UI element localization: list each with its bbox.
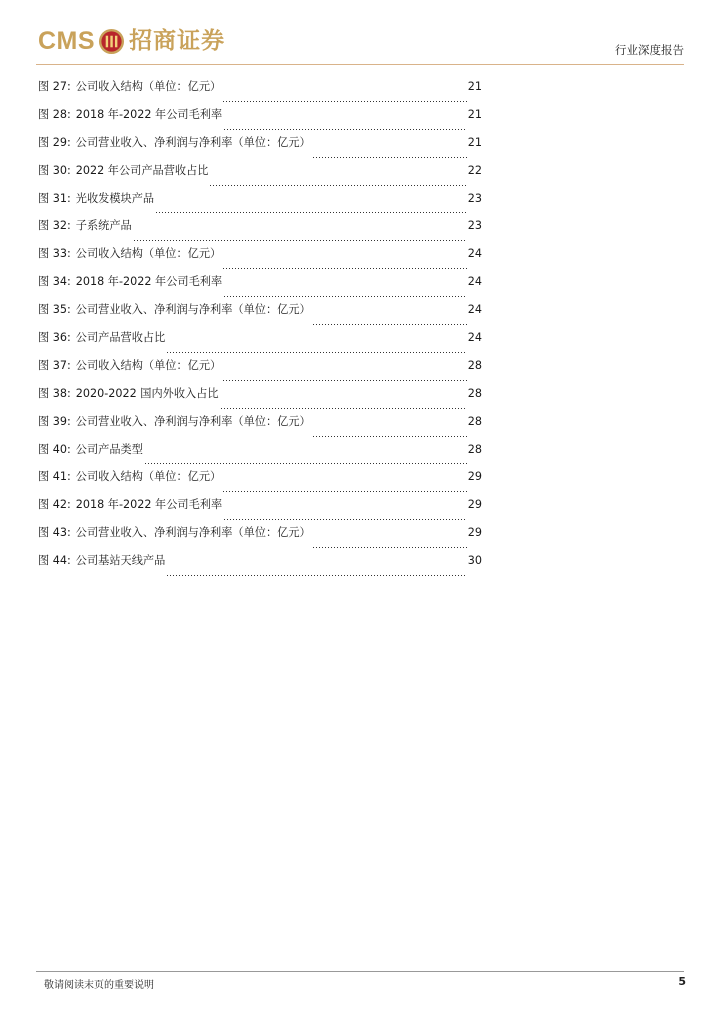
dot-leader [222,491,467,492]
toc-entry[interactable] [38,552,482,580]
figure-page-number: 29 [467,470,482,484]
figure-page-number: 29 [467,498,482,512]
figure-page-number: 21 [467,80,482,93]
dot-leader [312,157,467,158]
figure-number: 图 35: [38,303,71,317]
figure-page-number: 23 [467,219,482,233]
dot-leader [312,436,467,437]
figure-number: 图 30: [38,163,71,177]
figure-title: 2020-2022 国内外收入占比 [75,386,219,400]
figure-number: 图 36: [38,331,71,345]
figure-page-number: 24 [467,275,482,289]
toc-entry[interactable] [38,496,482,524]
logo-latin-text: CMS [38,27,96,55]
toc-entry[interactable] [38,385,482,413]
logo-chinese-text: 招商证券 [129,28,226,54]
figure-title: 公司收入结构（单位：亿元） [75,358,222,372]
figure-page-number: 28 [467,358,482,372]
page-number: 5 [678,975,686,988]
figure-title: 公司营业收入、净利润与净利率（单位：亿元） [75,135,311,149]
figure-title: 公司营业收入、净利润与净利率（单位：亿元） [75,526,311,540]
figure-title: 公司营业收入、净利润与净利率（单位：亿元） [75,303,311,317]
toc-entry[interactable] [38,273,482,301]
figure-title: 2018 年-2022 年公司毛利率 [75,275,223,289]
figure-title: 2022 年公司产品营收占比 [75,163,209,177]
dot-leader [222,380,467,381]
figure-title: 光收发模块产品 [75,191,155,205]
figure-title: 2018 年-2022 年公司毛利率 [75,107,223,121]
figure-number: 图 34: [38,275,71,289]
toc-entry[interactable] [38,357,482,385]
toc-entry[interactable] [38,134,482,162]
toc-entry[interactable] [38,106,482,134]
figure-title: 公司产品营收占比 [75,331,166,345]
figure-number: 图 38: [38,386,71,400]
toc-entry[interactable] [38,468,482,496]
figure-page-number: 21 [467,107,482,121]
toc-entry[interactable] [38,441,482,469]
header-divider [36,64,684,65]
dot-leader [223,519,467,520]
figure-number: 图 44: [38,554,71,568]
figure-page-number: 24 [467,303,482,317]
figure-page-number: 24 [467,331,482,345]
figure-number: 图 29: [38,135,71,149]
figure-title: 公司基站天线产品 [75,554,166,568]
figure-page-number: 28 [467,442,482,456]
toc-entry[interactable] [38,78,482,106]
figure-page-number: 24 [467,247,482,261]
figure-number: 图 42: [38,498,71,512]
dot-leader [222,101,467,102]
logo-badge-icon [98,28,125,55]
toc-entry[interactable] [38,217,482,245]
figure-title: 2018 年-2022 年公司毛利率 [75,498,223,512]
figure-number: 图 31: [38,191,71,205]
figure-page-number: 21 [467,135,482,149]
figure-page-number: 29 [467,526,482,540]
figure-page-number: 22 [467,163,482,177]
toc-entry[interactable] [38,301,482,329]
dot-leader [155,212,467,213]
figure-title: 公司产品类型 [75,442,143,456]
disclaimer-note: 敬请阅读末页的重要说明 [44,980,154,991]
toc-entry[interactable] [38,245,482,273]
figure-title: 公司收入结构（单位：亿元） [75,80,222,93]
figure-number: 图 33: [38,247,71,261]
dot-leader [312,547,467,548]
page-header [36,24,684,66]
figure-number: 图 39: [38,414,71,428]
dot-leader [166,575,466,576]
company-logo [38,26,225,56]
report-type-label: 行业深度报告 [615,43,684,57]
figure-number: 图 27: [38,80,71,93]
dot-leader [222,268,467,269]
figure-title: 公司收入结构（单位：亿元） [75,247,222,261]
figure-title: 公司营业收入、净利润与净利率（单位：亿元） [75,414,311,428]
footer-divider [36,971,684,972]
figure-page-number: 28 [467,386,482,400]
figure-number: 图 28: [38,107,71,121]
figure-page-number: 23 [467,191,482,205]
figure-page-number: 30 [467,554,482,568]
dot-leader [312,324,467,325]
figure-number: 图 37: [38,358,71,372]
figure-title: 子系统产品 [75,219,132,233]
figure-number: 图 43: [38,526,71,540]
figure-list [38,78,482,580]
dot-leader [209,185,466,186]
toc-entry[interactable] [38,413,482,441]
dot-leader [220,408,467,409]
dot-leader [133,240,467,241]
toc-entry[interactable] [38,329,482,357]
figure-page-number: 28 [467,414,482,428]
dot-leader [166,352,466,353]
figure-title: 公司收入结构（单位：亿元） [75,470,222,484]
dot-leader [223,129,467,130]
dot-leader [223,296,467,297]
toc-entry[interactable] [38,190,482,218]
figure-number: 图 32: [38,219,71,233]
figure-number: 图 40: [38,442,71,456]
dot-leader [144,463,467,464]
figure-number: 图 41: [38,470,71,484]
toc-entry[interactable] [38,162,482,190]
toc-entry[interactable] [38,524,482,552]
